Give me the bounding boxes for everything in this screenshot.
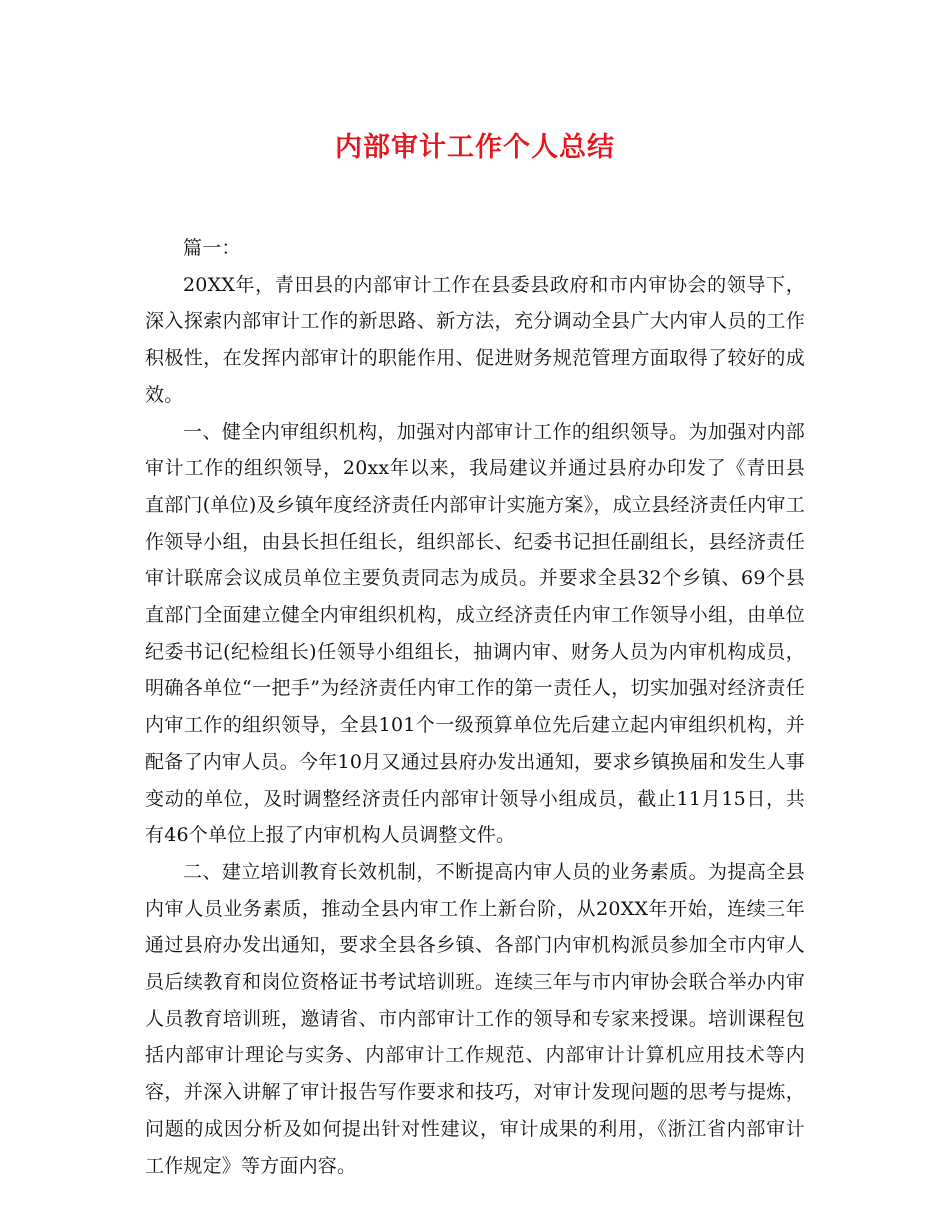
section-heading-part-one: 篇一：	[183, 237, 241, 259]
document-body	[145, 230, 805, 1184]
paragraph-intro: 20XX年，青田县的内部审计工作在县委县政府和市内审协会的领导下，深入探索内部审计工作的新思路、新方法，充分调动全县广大内审人员的工作积极性，在发挥内部审计的职能作用、促进财务规范管理方面取得了较好的成效。	[145, 273, 805, 406]
paragraph-organization: 一、健全内审组织机构，加强对内部审计工作的组织领导。为加强对内部审计工作的组织领导，20xx年以来，我局建议并通过县府办印发了《青田县直部门(单位)及乡镇年度经济责任内部审计实施方案》，成立县经济责任内审工作领导小组，由县长担任组长，组织部长、纪委书记担任副组长，县经济责任审计联席会议成员单位主要负责同志为成员。并要求全县32个乡镇、69个县直部门全面建立健全内审组织机构，成立经济责任内审工作领导小组，由单位纪委书记(纪检组长)任领导小组组长，抽调内审、财务人员为内审机构成员，明确各单位“一把手”为经济责任内审工作的第一责任人，切实加强对经济责任内审工作的组织领导，全县101个一级预算单位先后建立起内审组织机构，并配备了内审人员。今年10月又通过县府办发出通知，要求乡镇换届和发生人事变动的单位，及时调整经济责任内部审计领导小组成员，截止11月15日，共有46个单位上报了内审机构人员调整文件。	[145, 420, 805, 847]
paragraph-training: 二、建立培训教育长效机制，不断提高内审人员的业务素质。为提高全县内审人员业务素质，推动全县内审工作上新台阶，从20XX年开始，连续三年通过县府办发出通知，要求全县各乡镇、各部门内审机构派员参加全市内审人员后续教育和岗位资格证书考试培训班。连续三年与市内审协会联合举办内审人员教育培训班，邀请省、市内部审计工作的领导和专家来授课。培训课程包括内部审计理论与实务、内部审计工作规范、内部审计计算机应用技术等内容，并深入讲解了审计报告写作要求和技巧，对审计发现问题的思考与提炼，问题的成因分析及如何提出针对性建议，审计成果的利用，《浙江省内部审计工作规定》等方面内容。	[145, 860, 805, 1177]
document-title: 内部审计工作个人总结	[335, 132, 615, 163]
